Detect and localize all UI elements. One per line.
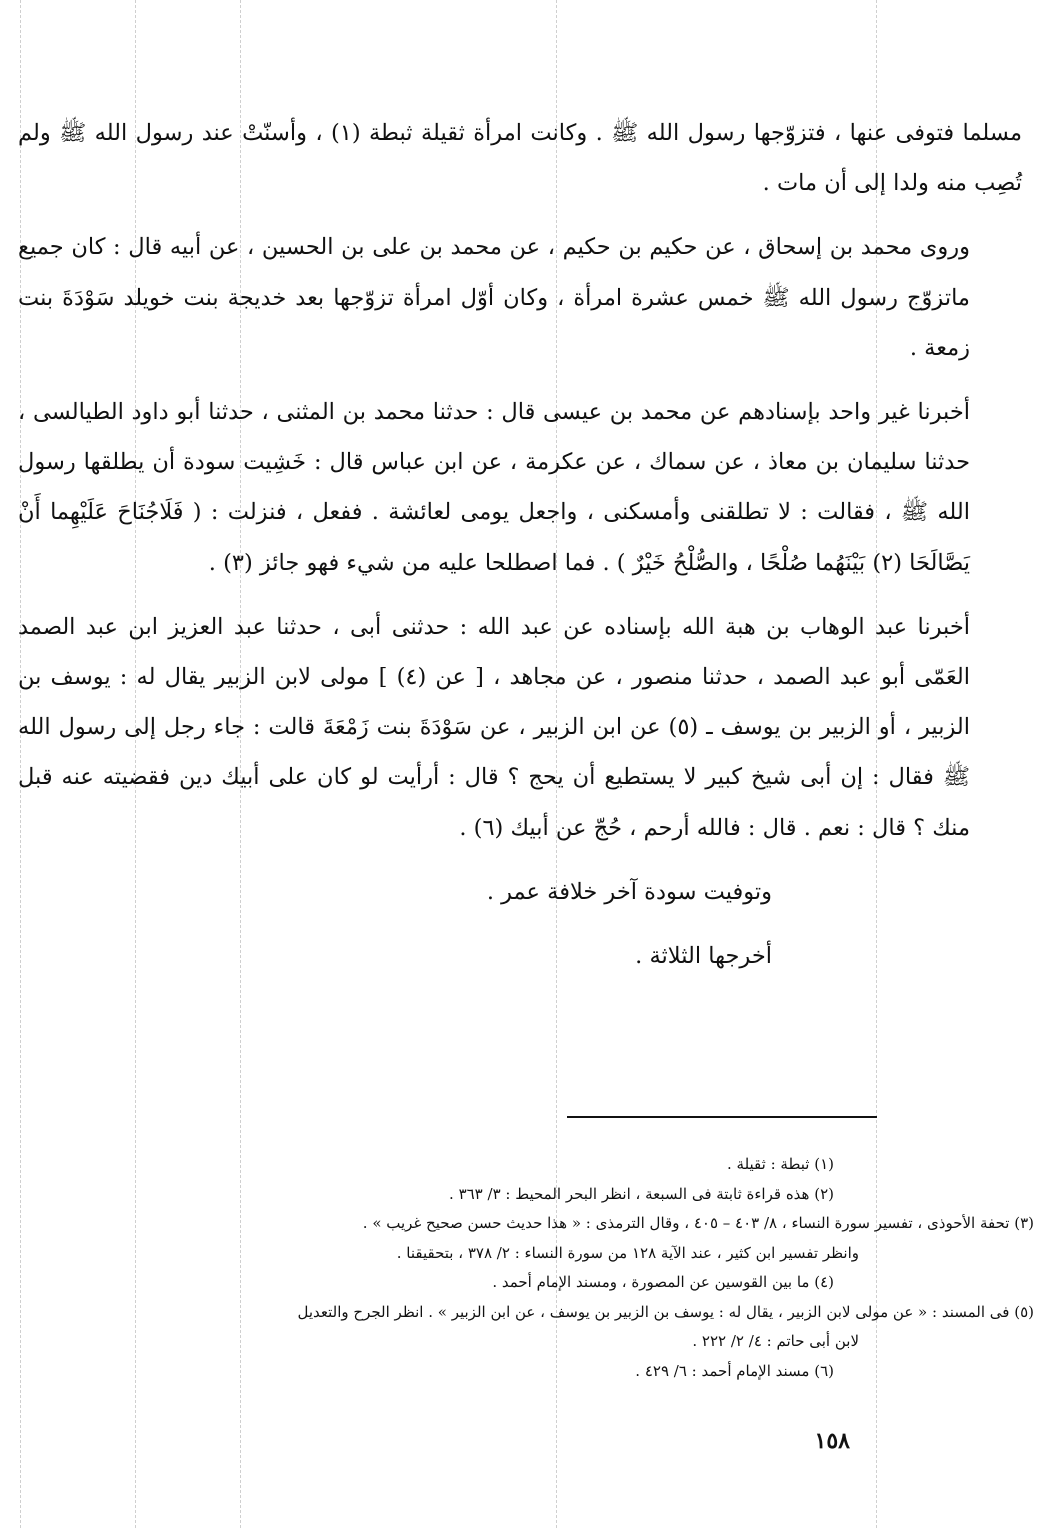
- page-number: ١٥٨: [814, 1428, 850, 1454]
- footnote: (١) ثبطة : ثقيلة .: [726, 1155, 834, 1173]
- paragraph: مسلما فتوفى عنها ، فتزوّجها رسول الله ﷺ . وكانت امرأة ثقيلة ثبطة (١) ، وأسنّتْ عند رسول الله ﷺ ولم تُصِب منه ولدا إلى أن مات .: [18, 120, 1022, 197]
- main-text: [18, 108, 1022, 981]
- paragraph: أخبرنا غير واحد بإسنادهم عن محمد بن عيسى قال : حدثنا محمد بن المثنى ، حدثنا أبو داود الطيالسى ، حدثنا سليمان بن معاذ ، عن سماك ، عن عكرمة ، عن ابن عباس قال : خَشِيت سودة أن يطلقها رسول الله ﷺ ، فقالت : لا تطلقنى وأمسكنى ، واجعل يومى لعائشة . ففعل ، فنزلت : ( فَلَاجُنَاحَ عَلَيْهِما أَنْ يَصَّالَحَا (٢) بَيْنَهُما صُلْحًا ، والصُّلْحُ خَيْرٌ ) . فما اصطلحا عليه من شيء فهو جائز (٣) .: [18, 399, 970, 576]
- paragraph: أخرجها الثلاثة .: [635, 943, 772, 970]
- footnote-continuation: وانظر تفسير ابن كثير ، عند الآية ١٢٨ من سورة النساء : ٢/ ٣٧٨ ، بتحقيقنا .: [396, 1243, 859, 1262]
- footnotes: [4, 1150, 1034, 1386]
- footnote-separator: [567, 1116, 877, 1118]
- footnote: (٤) ما بين القوسين عن المصورة ، ومسند الإمام أحمد .: [492, 1273, 834, 1291]
- footnote: (٦) مسند الإمام أحمد : ٦/ ٤٢٩ .: [635, 1361, 834, 1380]
- footnote: (٣) تحفة الأحوذى ، تفسير سورة النساء ، ٨/ ٤٠٣ – ٤٠٥ ، وقال الترمذى : « هذا حديث حسن صحيح غريب » .: [362, 1214, 1034, 1232]
- paragraph: أخبرنا عبد الوهاب بن هبة الله بإسناده عن عبد الله : حدثنى أبى ، حدثنا عبد العزيز ابن عبد الصمد العَمّى أبو عبد الصمد ، حدثنا منصور ، عن مجاهد ، [ عن (٤) ] مولى لابن الزبير يقال له : يوسف بن الزبير ، أو الزبير بن يوسف ـ (٥) عن ابن الزبير ، عن سَوْدَةَ بنت زَمْعَةَ قالت : جاء رجل إلى رسول الله ﷺ فقال : إن أبى شيخ كبير لا يستطيع أن يحج ؟ قال : أرأيت لو كان على أبيك دين فقضيته عنه قبل منك ؟ قال : نعم . قال : فالله أرحم ، حُجّ عن أبيك (٦) .: [18, 613, 971, 841]
- footnote: (٥) فى المسند : « عن مولى لابن الزبير ، يقال له : يوسف بن الزبير بن يوسف ، عن ابن الزبير » . انظر الجرح والتعديل: [297, 1302, 1034, 1321]
- footnote: (٢) هذه قراءة ثابتة فى السبعة ، انظر البحر المحيط : ٣/ ٣٦٣ .: [449, 1184, 834, 1203]
- footnote-continuation: لابن أبى حاتم : ٤/ ٢/ ٢٢٢ .: [692, 1332, 859, 1350]
- paragraph: وروى محمد بن إسحاق ، عن حكيم بن حكيم ، عن محمد بن على بن الحسين ، عن أبيه قال : كان جميع ماتزوّج رسول الله ﷺ خمس عشرة امرأة ، وكان أوّل امرأة تزوّجها بعد خديجة بنت خويلد سَوْدَةَ بنت زمعة .: [18, 234, 970, 361]
- paragraph: وتوفيت سودة آخر خلافة عمر .: [486, 878, 772, 905]
